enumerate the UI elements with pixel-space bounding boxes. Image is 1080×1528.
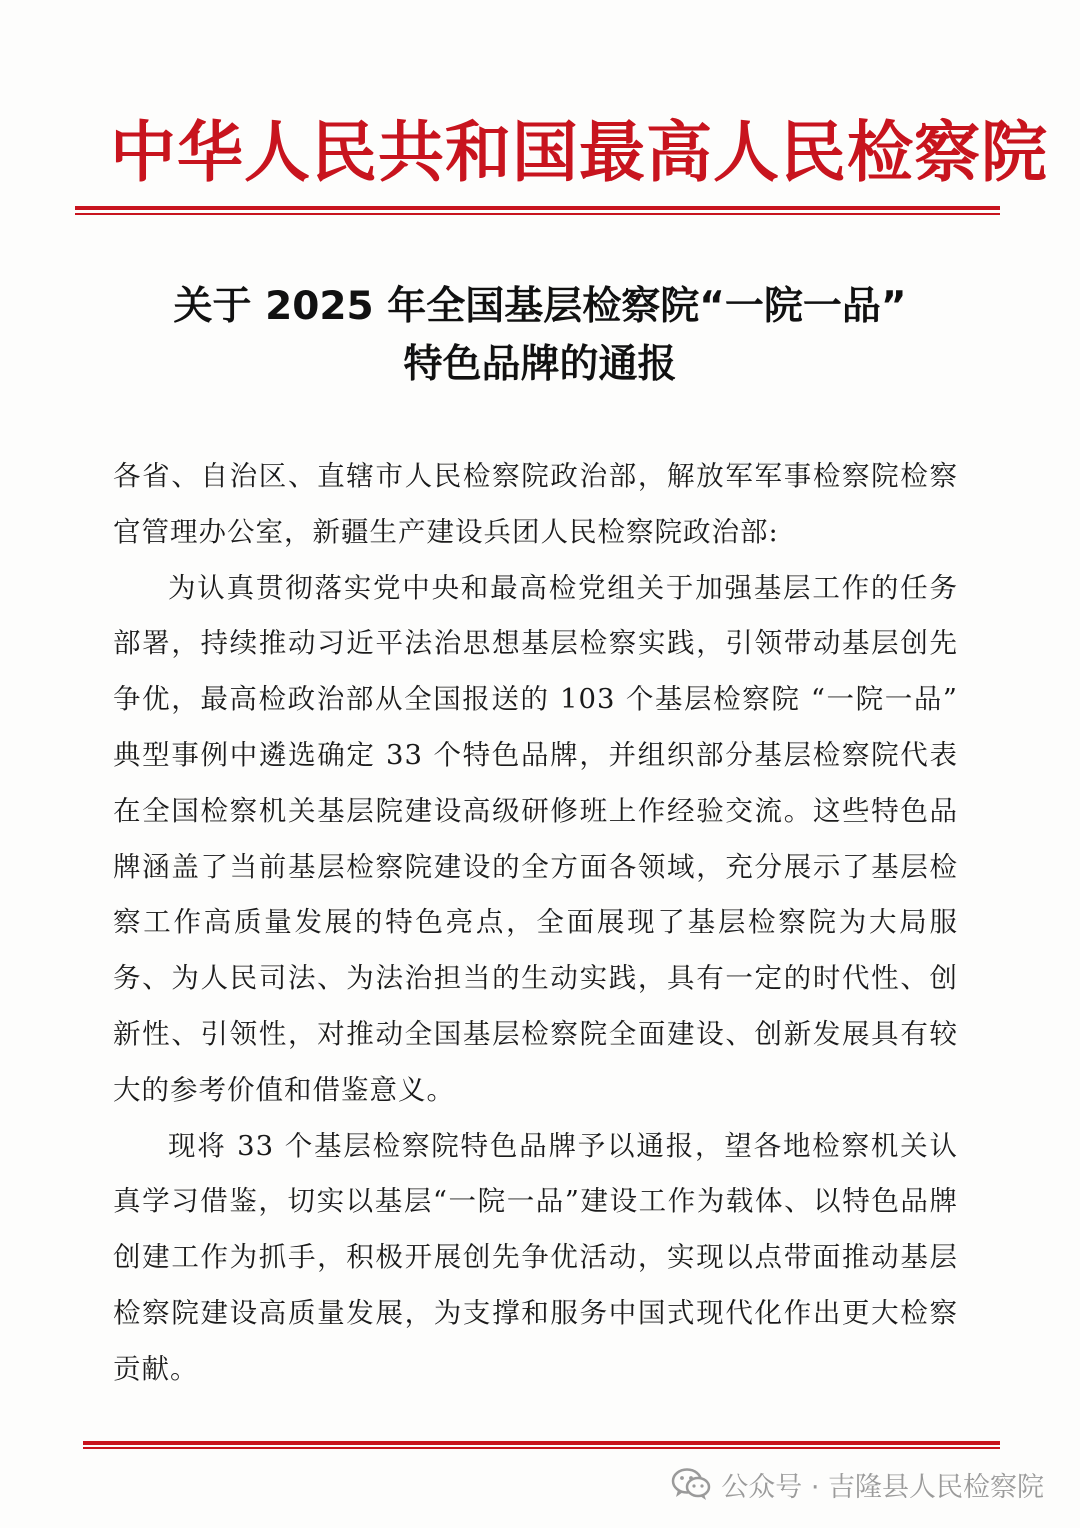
watermark	[671, 1462, 1044, 1506]
salutation: 各省、自治区、直辖市人民检察院政治部，解放军军事检察院检察官管理办公室，新疆生产建设兵团人民检察院政治部:	[113, 460, 958, 548]
body-paragraph-1: 为认真贯彻落实党中央和最高检党组关于加强基层工作的任务部署，持续推动习近平法治思想基层检察实践，引领带动基层创先争优，最高检政治部从全国报送的 103 个基层检察院 “一院一品” 典型事例中遴选确定 33 个特色品牌，并组织部分基层检察院代表在全国检察机关基层院建设高级研修班上作经验交流。这些特色品牌涵盖了当前基层检察院建设的全方面各领域，充分展示了基层检察工作高质量发展的特色亮点，全面展现了基层检察院为大局服务、为人民司法、为法治担当的生动实践，具有一定的时代性、创新性、引领性，对推动全国基层检察院全面建设、创新发展具有较大的参考价值和借鉴意义。	[113, 571, 958, 1106]
document-body	[113, 449, 958, 1398]
document-title-line-1: 关于 2025 年全国基层检察院“一院一品”	[173, 284, 907, 329]
body-paragraph-2: 现将 33 个基层检察院特色品牌予以通报，望各地检察机关认真学习借鉴，切实以基层“一院一品”建设工作为载体、以特色品牌创建工作为抓手，积极开展创先争优活动，实现以点带面推动基层检察院建设高质量发展，为支撑和服务中国式现代化作出更大检察贡献。	[113, 1129, 958, 1385]
header-divider-thick	[75, 206, 1000, 210]
document-title	[100, 278, 980, 394]
header-divider-thin	[75, 213, 1000, 215]
footer-divider-thin	[83, 1447, 1000, 1449]
document-title-line-2: 特色品牌的通报	[403, 342, 677, 387]
masthead-title: 中华人民共和国最高人民检察院	[110, 113, 1048, 191]
wechat-icon	[671, 1466, 711, 1502]
watermark-text: 公众号 · 吉隆县人民检察院	[721, 1471, 1044, 1503]
footer-divider-thick	[83, 1441, 1000, 1445]
